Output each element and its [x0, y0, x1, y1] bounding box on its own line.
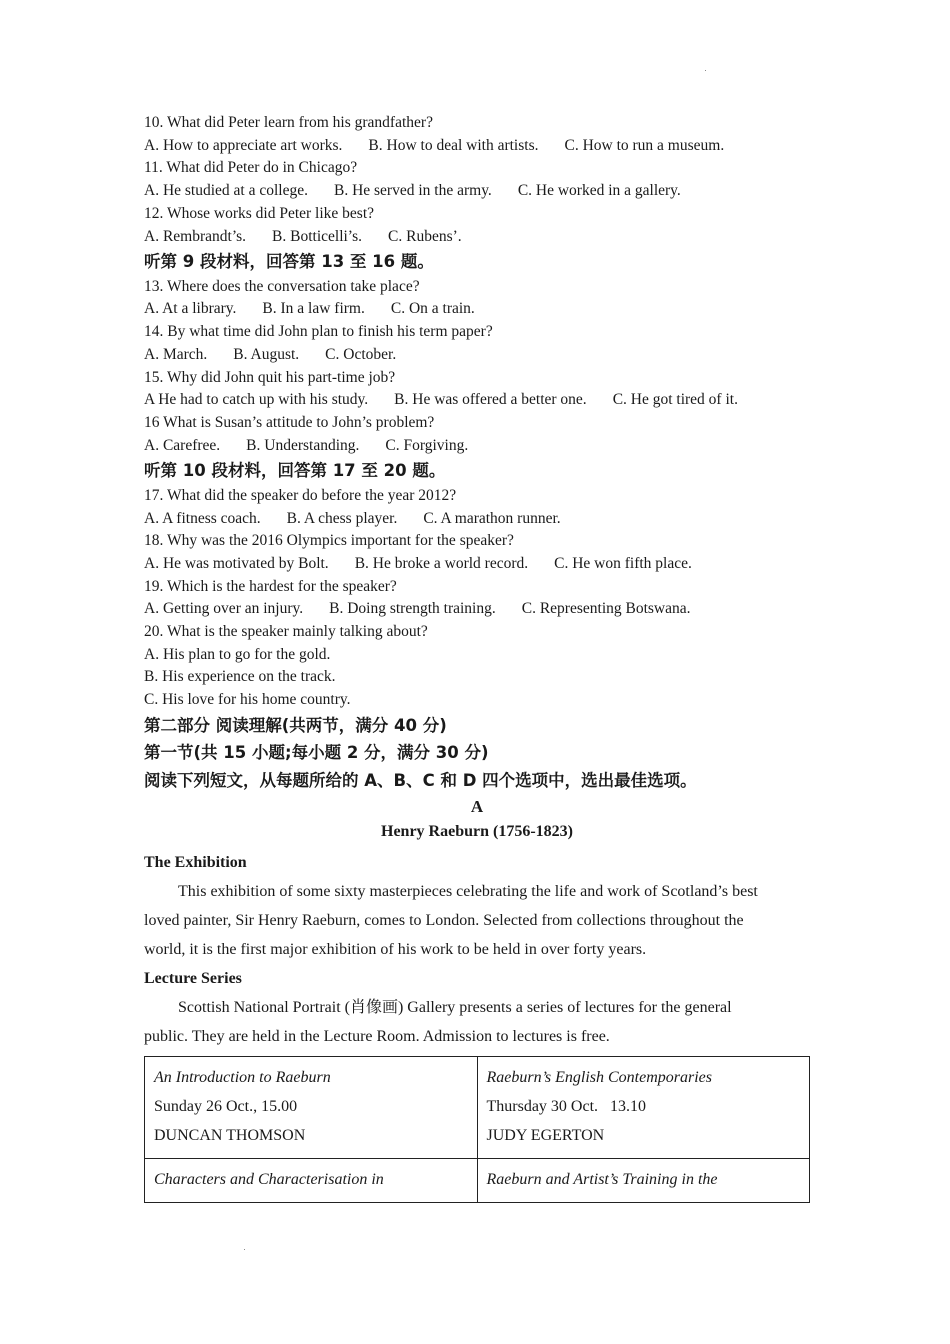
lecture-title: An Introduction to Raeburn: [154, 1069, 331, 1087]
question-16: 16 What is Susan’s attitude to John’s problem?: [144, 413, 435, 431]
question-13: 13. Where does the conversation take place?: [144, 277, 420, 295]
exam-page: [144, 112, 810, 1203]
options-17: [144, 508, 810, 531]
table-row: [145, 1057, 810, 1159]
question-10: 10. What did Peter learn from his grandfather?: [144, 114, 433, 131]
paragraph-line: Scottish National Portrait (肖像画) Gallery presents a series of lectures for the general: [178, 999, 732, 1017]
scan-speck: [244, 1249, 245, 1250]
option-b: B. How to deal with artists.: [368, 136, 539, 154]
question-17: 17. What did the speaker do before the year 2012?: [144, 486, 457, 504]
lecture-speaker: DUNCAN THOMSON: [154, 1127, 306, 1145]
options-18: [144, 553, 810, 576]
question-18: 18. Why was the 2016 Olympics important for the speaker?: [144, 532, 514, 550]
option-c: C. He won fifth place.: [554, 554, 692, 572]
option-b: B. A chess player.: [286, 509, 398, 527]
question-20: 20. What is the speaker mainly talking about?: [144, 623, 428, 641]
lecture-cell: [145, 1057, 478, 1159]
option-c: C. October.: [325, 345, 397, 363]
option-b: B. Understanding.: [246, 436, 360, 454]
option-20-a: A. His plan to go for the gold.: [144, 645, 331, 663]
option-a: A. He was motivated by Bolt.: [144, 554, 329, 572]
reading-instruction: 阅读下列短文，从每题所给的 A、B、C 和 D 四个选项中，选出最佳选项。: [144, 770, 697, 790]
option-b: B. August.: [233, 345, 300, 363]
lecture-cell: [477, 1057, 810, 1159]
option-b: B. Doing strength training.: [329, 600, 496, 618]
option-b: B. He broke a world record.: [354, 554, 529, 572]
lecture-speaker: JUDY EGERTON: [486, 1127, 605, 1145]
option-b: B. He was offered a better one.: [394, 391, 587, 409]
passage-title: Henry Raeburn (1756-1823): [381, 823, 573, 841]
section1-heading: 第一节(共 15 小题;每小题 2 分，满分 30 分): [144, 743, 489, 763]
paragraph-line: loved painter, Sir Henry Raeburn, comes to London. Selected from collections throughout the: [144, 912, 744, 930]
option-20-c: C. His love for his home country.: [144, 691, 351, 709]
option-c: C. He worked in a gallery.: [517, 182, 681, 200]
option-a: A. How to appreciate art works.: [144, 136, 343, 154]
option-20-b: B. His experience on the track.: [144, 668, 336, 686]
question-14: 14. By what time did John plan to finish his term paper?: [144, 323, 493, 341]
lecture-title: Raeburn and Artist’s Training in the: [486, 1171, 718, 1189]
paragraph-line: world, it is the first major exhibition of his work to be held in over forty years.: [144, 941, 647, 959]
option-a: A He had to catch up with his study.: [144, 391, 369, 409]
options-13: [144, 298, 810, 321]
option-c: C. Forgiving.: [385, 436, 469, 454]
scan-speck: [705, 70, 706, 71]
option-c: C. Rubens’.: [388, 227, 462, 245]
lecture-paragraph: [144, 993, 810, 1051]
question-12: 12. Whose works did Peter like best?: [144, 204, 375, 222]
option-a: A. Getting over an injury.: [144, 600, 304, 618]
option-c: C. Representing Botswana.: [521, 600, 691, 618]
option-a: A. He studied at a college.: [144, 182, 308, 200]
exhibition-heading: The Exhibition: [144, 854, 247, 872]
options-12: [144, 226, 810, 249]
listening-heading-10: 听第 10 段材料，回答第 17 至 20 题。: [144, 461, 446, 481]
lecture-title: Raeburn’s English Contemporaries: [486, 1069, 712, 1087]
options-19: [144, 598, 810, 621]
question-11: 11. What did Peter do in Chicago?: [144, 159, 358, 177]
lecture-date: Thursday 30 Oct. 13.10: [486, 1098, 647, 1116]
table-row: [145, 1159, 810, 1203]
option-a: A. Carefree.: [144, 436, 221, 454]
lecture-cell: [145, 1159, 478, 1203]
option-c: C. A marathon runner.: [423, 509, 561, 527]
part2-heading: 第二部分 阅读理解(共两节，满分 40 分): [144, 715, 447, 735]
option-a: A. At a library.: [144, 300, 237, 318]
paragraph-line: This exhibition of some sixty masterpieces celebrating the life and work of Scotland’s best: [178, 883, 758, 901]
options-16: [144, 435, 810, 458]
paragraph-line: public. They are held in the Lecture Room. Admission to lectures is free.: [144, 1028, 610, 1046]
option-b: B. In a law firm.: [262, 300, 365, 318]
lecture-table: [144, 1056, 810, 1203]
listening-heading-9: 听第 9 段材料，回答第 13 至 16 题。: [144, 252, 434, 272]
option-b: B. He served in the army.: [333, 182, 492, 200]
option-a: A. A fitness coach.: [144, 509, 261, 527]
lecture-cell: [477, 1159, 810, 1203]
option-a: A. Rembrandt’s.: [144, 227, 247, 245]
exhibition-paragraph: [144, 877, 810, 964]
lecture-date: Sunday 26 Oct., 15.00: [154, 1098, 298, 1116]
option-c: C. He got tired of it.: [612, 391, 738, 409]
option-c: C. On a train.: [390, 300, 475, 318]
options-15: [144, 389, 810, 412]
option-a: A. March.: [144, 345, 208, 363]
option-b: B. Botticelli’s.: [272, 227, 363, 245]
option-c: C. How to run a museum.: [564, 136, 725, 154]
question-19: 19. Which is the hardest for the speaker?: [144, 577, 397, 595]
options-11: [144, 180, 810, 203]
options-14: [144, 344, 810, 367]
lecture-series-heading: Lecture Series: [144, 970, 242, 988]
options-10: [144, 135, 810, 158]
passage-letter: A: [470, 797, 484, 817]
lecture-title: Characters and Characterisation in: [154, 1171, 384, 1189]
question-15: 15. Why did John quit his part-time job?: [144, 368, 396, 386]
